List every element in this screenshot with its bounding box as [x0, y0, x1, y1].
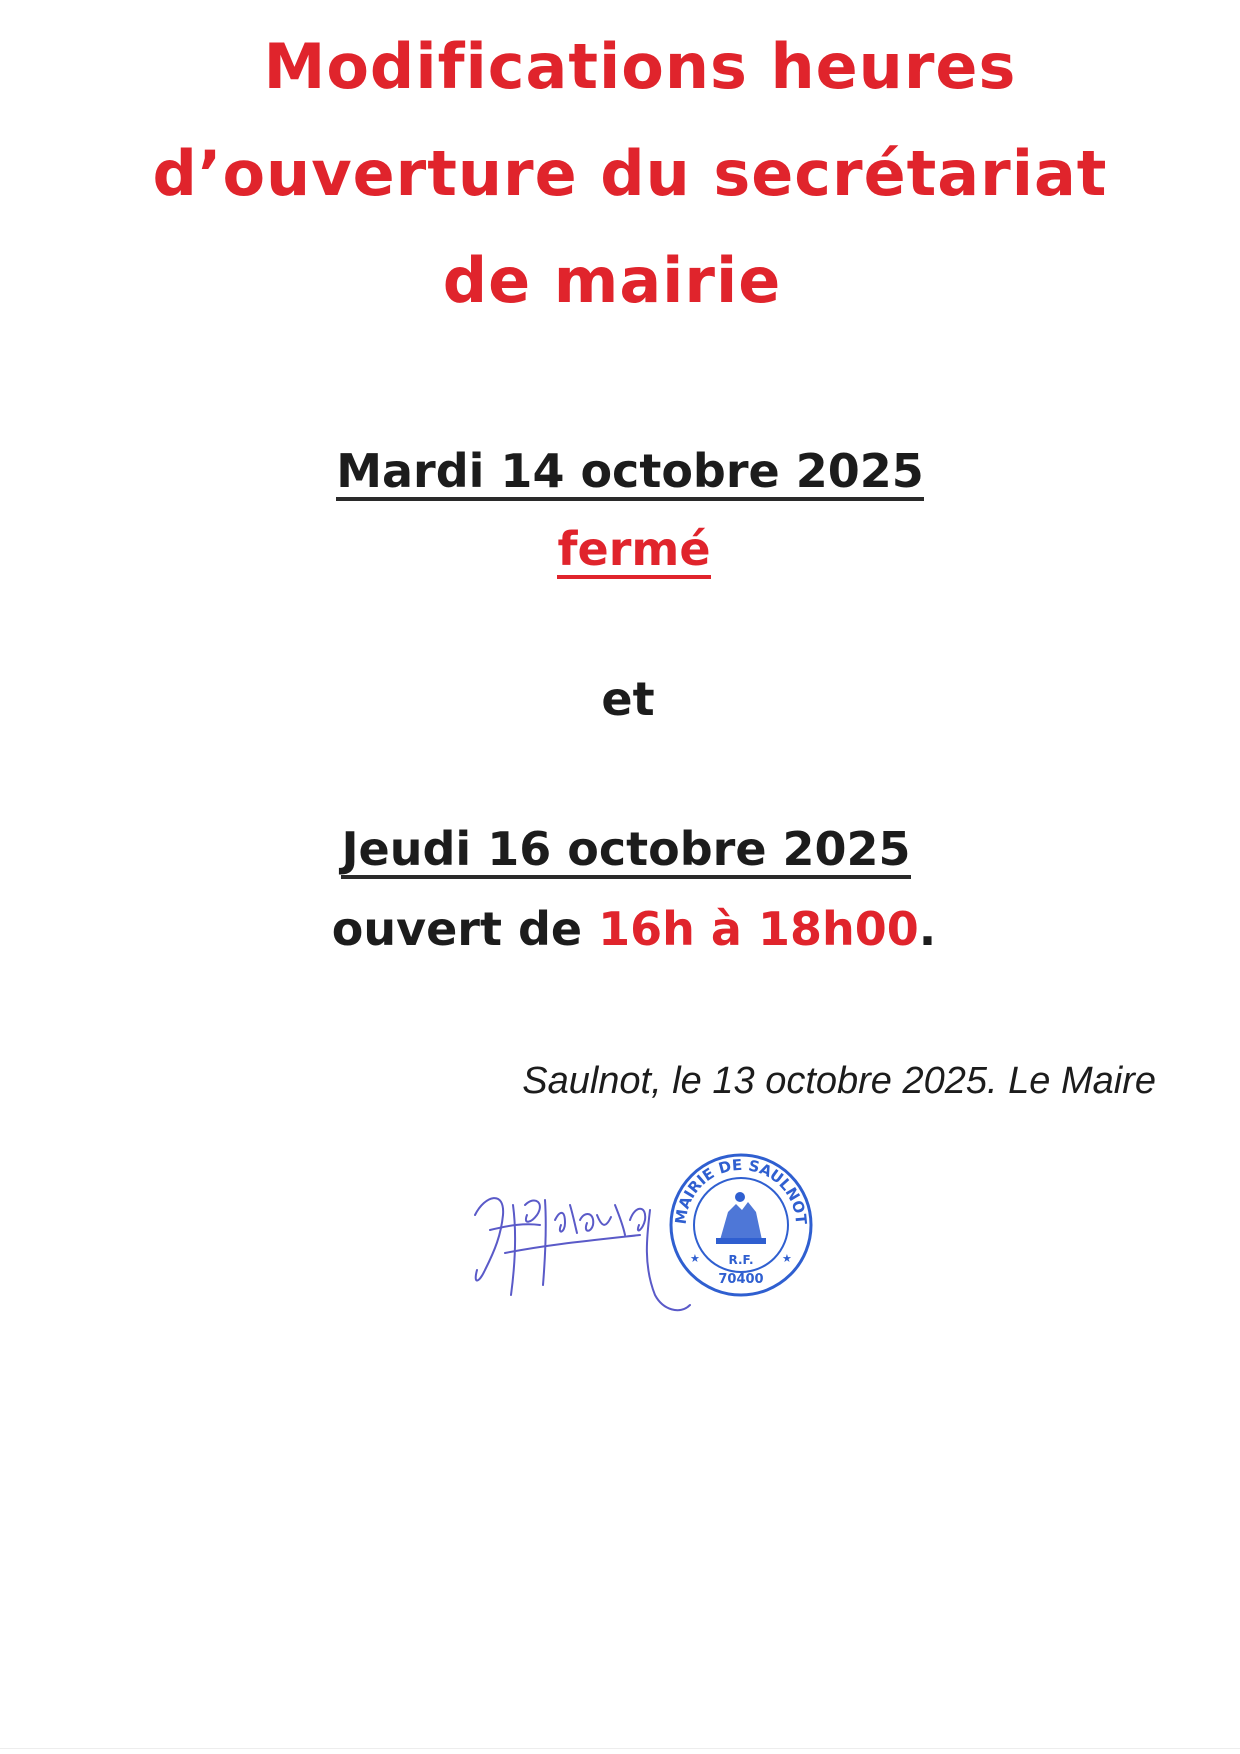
stamp-ring-text: MAIRIE DE SAULNOT [671, 1155, 811, 1226]
day1-status-line [14, 522, 1240, 579]
day1-line [10, 444, 1240, 501]
stamp-postcode: 70400 [718, 1272, 764, 1287]
stamp-star-left-icon: ★ [690, 1252, 700, 1265]
stamp-center: R.F. [728, 1253, 754, 1267]
signature-line: Saulnot, le 13 octobre 2025. Le Maire [522, 1060, 1156, 1102]
title-line-1: Modifications heures [263, 30, 1017, 103]
title-line-3: de mairie [442, 244, 782, 317]
bottom-rule [0, 1748, 1240, 1749]
day2-hours-line [14, 902, 1240, 956]
day2-line [6, 822, 1240, 879]
title-line-2: d’ouverture du secrétariat [152, 137, 1108, 210]
connector-text: et [601, 672, 655, 726]
mairie-stamp [668, 1152, 814, 1298]
handwritten-signature [465, 1175, 695, 1325]
stamp-star-right-icon: ★ [782, 1252, 792, 1265]
day2-prefix: ouvert de [331, 902, 599, 956]
day1-date: Mardi 14 octobre 2025 [336, 448, 924, 501]
day2-date: Jeudi 16 octobre 2025 [341, 826, 910, 879]
day1-status: fermé [557, 526, 710, 579]
day2-suffix: . [918, 902, 937, 956]
day2-hours: 16h à 18h00 [598, 902, 919, 956]
